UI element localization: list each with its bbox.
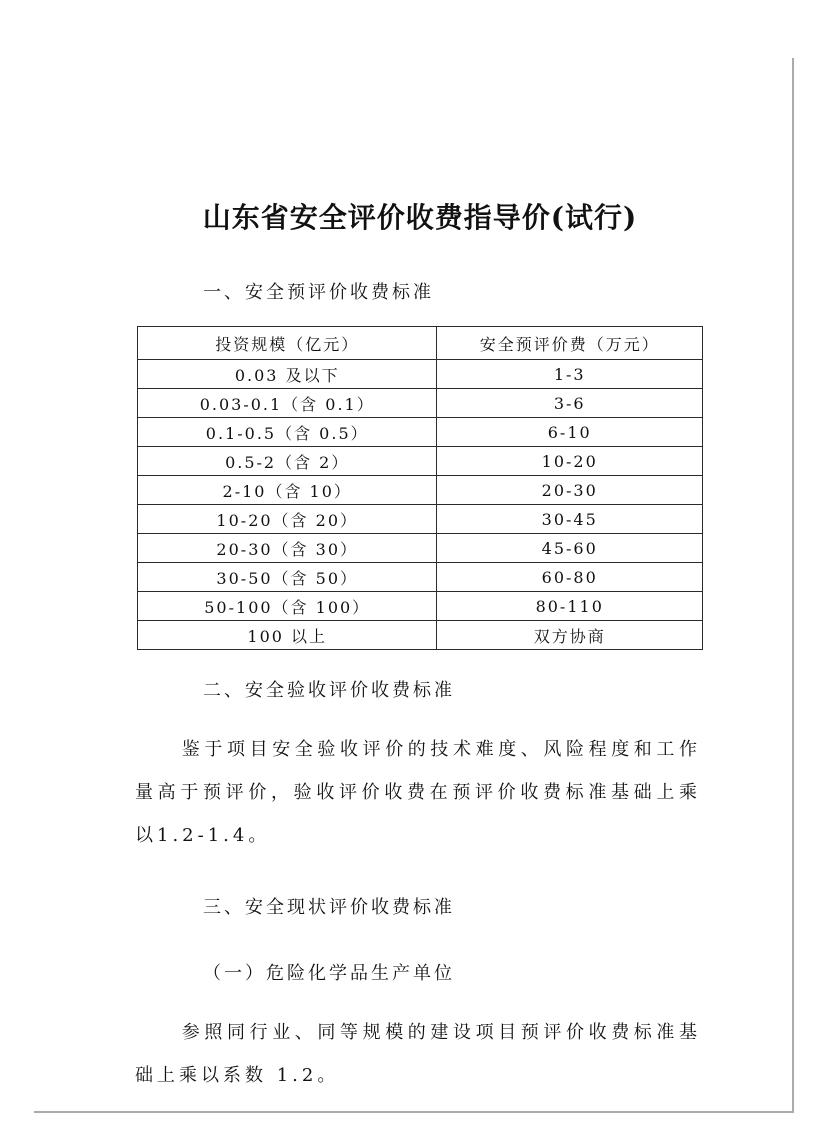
table-row <box>138 621 703 650</box>
section3-sub1-paragraph: 参照同行业、同等规模的建设项目预评价收费标准基础上乘以系数 1.2。 <box>135 1022 701 1086</box>
table-row <box>138 389 703 418</box>
table-cell: 10-20（含 20） <box>138 505 437 534</box>
table-cell: 50-100（含 100） <box>138 592 437 621</box>
page-content <box>135 58 705 1097</box>
section2-paragraph: 鉴于项目安全验收评价的技术难度、风险程度和工作量高于预评价，验收评价收费在预评价收费标准基础上乘以1.2-1.4。 <box>135 739 701 846</box>
fee-table-body <box>138 360 703 650</box>
table-cell: 20-30 <box>437 476 703 505</box>
table-cell: 20-30（含 30） <box>138 534 437 563</box>
table-row <box>138 563 703 592</box>
table-row <box>138 592 703 621</box>
table-cell: 10-20 <box>437 447 703 476</box>
fee-table <box>137 326 703 650</box>
table-cell: 45-60 <box>437 534 703 563</box>
table-cell: 2-10（含 10） <box>138 476 437 505</box>
table-cell: 1-3 <box>437 360 703 389</box>
section2-heading: 二、安全验收评价收费标准 <box>203 680 455 701</box>
table-cell: 0.5-2（含 2） <box>138 447 437 476</box>
fee-table-header-row <box>138 327 703 360</box>
table-cell: 3-6 <box>437 389 703 418</box>
table-row <box>138 476 703 505</box>
table-row <box>138 360 703 389</box>
table-cell: 60-80 <box>437 563 703 592</box>
table-cell: 100 以上 <box>138 621 437 650</box>
table-cell: 0.03-0.1（含 0.1） <box>138 389 437 418</box>
section3-sub1-heading: （一）危险化学品生产单位 <box>203 963 455 984</box>
fee-table-header-scale: 投资规模（亿元） <box>138 327 437 360</box>
section3-heading: 三、安全现状评价收费标准 <box>203 897 455 918</box>
document-page <box>34 58 794 1113</box>
table-cell: 6-10 <box>437 418 703 447</box>
table-cell: 80-110 <box>437 592 703 621</box>
table-cell: 0.03 及以下 <box>138 360 437 389</box>
table-row <box>138 418 703 447</box>
table-cell: 30-45 <box>437 505 703 534</box>
table-row <box>138 534 703 563</box>
table-row <box>138 447 703 476</box>
fee-table-header-fee: 安全预评价费（万元） <box>437 327 703 360</box>
table-row <box>138 505 703 534</box>
table-cell: 0.1-0.5（含 0.5） <box>138 418 437 447</box>
table-cell: 双方协商 <box>437 621 703 650</box>
section1-heading: 一、安全预评价收费标准 <box>203 282 434 303</box>
table-cell: 30-50（含 50） <box>138 563 437 592</box>
document-title: 山东省安全评价收费指导价(试行) <box>202 201 638 234</box>
